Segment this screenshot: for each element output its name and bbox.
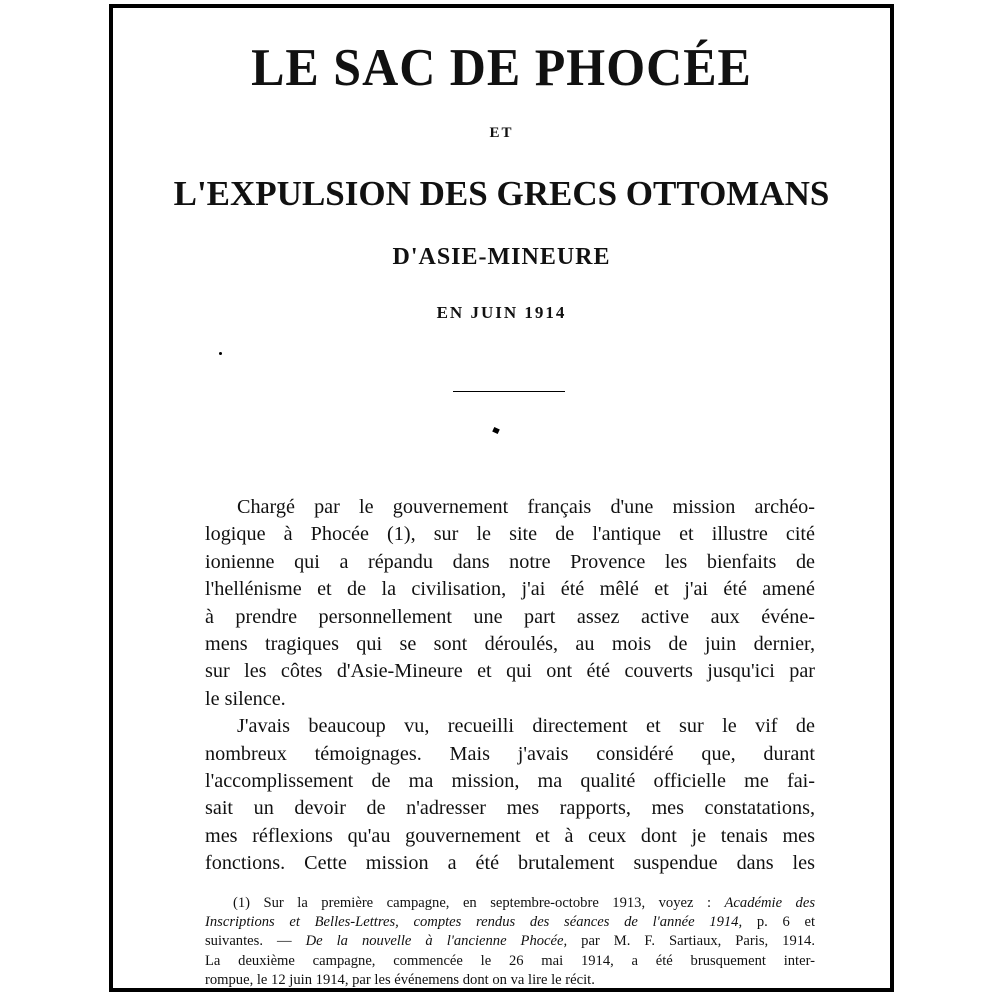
page-frame — [109, 4, 894, 992]
body-line: Chargé par le gouvernement français d'une mission archéo- — [237, 496, 815, 518]
page-title: LE SAC DE PHOCÉE — [251, 37, 752, 97]
body-line: sait un devoir de n'adresser mes rapports, mes constatations, — [205, 797, 815, 820]
footnote-text: (1) Sur la première campagne, en septembre-octobre 1913, voyez : — [233, 895, 712, 911]
subtitle-region: D'ASIE-MINEURE — [392, 244, 611, 270]
footnote-italic: Inscriptions et Belles-Lettres, comptes rendus des séances de l'année 1914, — [205, 914, 743, 931]
title-conjunction: ET — [489, 125, 514, 141]
body-line: mes réflexions qu'au gouvernement et à ceux dont je tenais mes — [205, 824, 815, 847]
section-divider — [453, 391, 565, 392]
body-line: ionienne qui a répandu dans notre Provence les bienfaits de — [205, 550, 815, 573]
footnote-italic: Académie des — [724, 895, 815, 911]
body-line: le silence. — [205, 687, 286, 710]
footnote-line — [205, 894, 815, 913]
body-line: à prendre personnellement une part assez active aux événe- — [205, 605, 815, 628]
footnote-line: La deuxième campagne, commencée le 26 mai 1914, a été brusquement inter- — [205, 952, 815, 969]
body-text — [205, 494, 815, 877]
footnote-line — [205, 932, 815, 951]
footnote-line — [205, 913, 815, 932]
body-line: nombreux témoignages. Mais j'avais considéré que, durant — [205, 742, 815, 765]
body-line: fonctions. Cette mission a été brutalement suspendue dans les — [205, 852, 815, 875]
footnote-line: rompue, le 12 juin 1914, par les événemens dont on va lire le récit. — [205, 971, 595, 988]
footnote-text: par M. F. Sartiaux, Paris, 1914. — [581, 933, 815, 950]
footnote-text: suivantes. — — [205, 933, 292, 950]
footnote — [205, 894, 815, 990]
body-line: J'avais beaucoup vu, recueilli directement et sur le vif de — [237, 715, 815, 738]
body-line: sur les côtes d'Asie-Mineure et qui ont été couverts jusqu'ici par — [205, 660, 815, 683]
body-line: mens tragiques qui se sont déroulés, au mois de juin dernier, — [205, 632, 815, 655]
footnote-text: p. 6 et — [756, 914, 816, 931]
body-line: l'accomplissement de ma mission, ma qualité officielle me fai- — [205, 769, 815, 792]
ink-speck — [219, 352, 222, 355]
subtitle-date: EN JUIN 1914 — [436, 303, 567, 322]
body-line: logique à Phocée (1), sur le site de l'antique et illustre cité — [205, 523, 815, 546]
ornament-mark — [492, 427, 500, 434]
body-line: l'hellénisme et de la civilisation, j'ai été mêlé et j'ai été amené — [205, 578, 815, 601]
footnote-italic: De la nouvelle à l'ancienne Phocée, — [305, 933, 568, 950]
page-subtitle: L'EXPULSION DES GRECS OTTOMANS — [173, 174, 830, 213]
